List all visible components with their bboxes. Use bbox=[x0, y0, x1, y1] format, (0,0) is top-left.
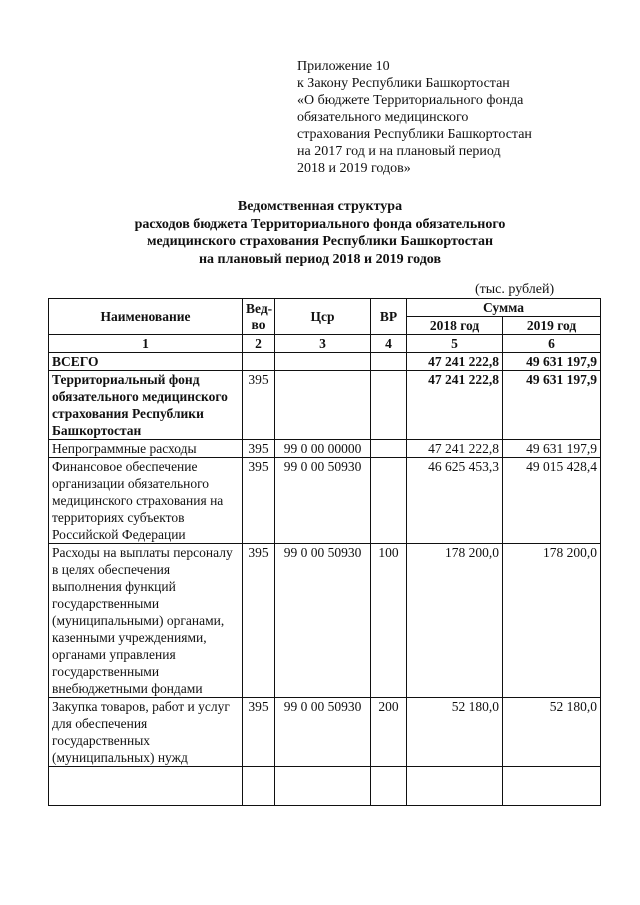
appendix-line: страхования Республики Башкортостан bbox=[297, 127, 532, 142]
row-2018: 47 241 222,8 bbox=[407, 353, 503, 371]
table-row bbox=[49, 544, 601, 698]
row-2018: 46 625 453,3 bbox=[407, 458, 503, 544]
row-vr: 200 bbox=[371, 698, 407, 767]
title-line: медицинского страхования Республики Башкортостан bbox=[146, 234, 494, 249]
appendix-line: «О бюджете Территориального фонда bbox=[297, 93, 524, 108]
units-label: (тыс. рублей) bbox=[475, 282, 555, 297]
row-csr bbox=[275, 371, 371, 440]
title-line: на плановый период 2018 и 2019 годов bbox=[198, 251, 442, 267]
column-number: 2 bbox=[243, 335, 275, 353]
empty-cell bbox=[407, 767, 503, 806]
row-ved bbox=[243, 353, 275, 371]
table-row bbox=[49, 458, 601, 544]
header-2018: 2018 год bbox=[407, 317, 503, 335]
row-2019: 49 631 197,9 bbox=[503, 353, 601, 371]
row-2019: 49 015 428,4 bbox=[503, 458, 601, 544]
header-ved: Вед- во bbox=[243, 299, 275, 335]
appendix-line: к Закону Республики Башкортостан bbox=[297, 76, 510, 91]
row-2018: 47 241 222,8 bbox=[407, 371, 503, 440]
row-2019: 178 200,0 bbox=[503, 544, 601, 698]
column-number: 5 bbox=[407, 335, 503, 353]
row-csr bbox=[275, 353, 371, 371]
table-row bbox=[49, 440, 601, 458]
title-line: Ведомственная структура bbox=[237, 199, 403, 214]
empty-cell bbox=[243, 767, 275, 806]
table-row-empty bbox=[49, 767, 601, 806]
table-row bbox=[49, 698, 601, 767]
column-number: 6 bbox=[503, 335, 601, 353]
column-number-row bbox=[49, 335, 601, 353]
row-2018: 178 200,0 bbox=[407, 544, 503, 698]
row-ved: 395 bbox=[243, 440, 275, 458]
row-name: Финансовое обеспечение организации обязательного медицинского страхования на территориях субъектов Российской Федерации bbox=[49, 458, 243, 544]
row-name: Расходы на выплаты персоналу в целях обеспечения выполнения функций государственными (муниципальными) органами, казенными учреждениями, органами управления государственными внебюджетными фондами bbox=[49, 544, 243, 698]
header-name: Наименование bbox=[49, 299, 243, 335]
header-sum: Сумма bbox=[407, 299, 601, 317]
row-ved: 395 bbox=[243, 371, 275, 440]
row-name: ВСЕГО bbox=[49, 353, 243, 371]
table-row bbox=[49, 353, 601, 371]
column-number: 4 bbox=[371, 335, 407, 353]
row-2019: 49 631 197,9 bbox=[503, 371, 601, 440]
row-2018: 52 180,0 bbox=[407, 698, 503, 767]
column-number: 1 bbox=[49, 335, 243, 353]
appendix-line: Приложение 10 bbox=[297, 59, 390, 74]
row-csr: 99 0 00 50930 bbox=[275, 458, 371, 544]
appendix-line: 2018 и 2019 годов» bbox=[297, 161, 411, 176]
row-name: Закупка товаров, работ и услуг для обеспечения государственных (муниципальных) нужд bbox=[49, 698, 243, 767]
row-2019: 52 180,0 bbox=[503, 698, 601, 767]
row-vr bbox=[371, 371, 407, 440]
empty-cell bbox=[371, 767, 407, 806]
document-title bbox=[60, 198, 580, 268]
row-vr bbox=[371, 458, 407, 544]
row-vr bbox=[371, 353, 407, 371]
row-ved: 395 bbox=[243, 458, 275, 544]
budget-table bbox=[48, 298, 601, 806]
appendix-line: на 2017 год и на плановый период bbox=[297, 144, 501, 159]
appendix-block bbox=[297, 58, 532, 177]
row-csr: 99 0 00 50930 bbox=[275, 698, 371, 767]
row-ved: 395 bbox=[243, 544, 275, 698]
row-ved: 395 bbox=[243, 698, 275, 767]
empty-cell bbox=[503, 767, 601, 806]
row-2019: 49 631 197,9 bbox=[503, 440, 601, 458]
empty-cell bbox=[49, 767, 243, 806]
row-name: Территориальный фонд обязательного медицинского страхования Республики Башкортостан bbox=[49, 371, 243, 440]
row-vr bbox=[371, 440, 407, 458]
header-vr: ВР bbox=[371, 299, 407, 335]
title-line: расходов бюджета Территориального фонда обязательного bbox=[134, 216, 506, 232]
row-csr: 99 0 00 50930 bbox=[275, 544, 371, 698]
appendix-line: обязательного медицинского bbox=[297, 110, 469, 125]
row-vr: 100 bbox=[371, 544, 407, 698]
table-row bbox=[49, 371, 601, 440]
header-2019: 2019 год bbox=[503, 317, 601, 335]
row-csr: 99 0 00 00000 bbox=[275, 440, 371, 458]
row-name: Непрограммные расходы bbox=[49, 440, 243, 458]
header-csr: Цср bbox=[275, 299, 371, 335]
column-number: 3 bbox=[275, 335, 371, 353]
header-row bbox=[49, 299, 601, 317]
empty-cell bbox=[275, 767, 371, 806]
row-2018: 47 241 222,8 bbox=[407, 440, 503, 458]
